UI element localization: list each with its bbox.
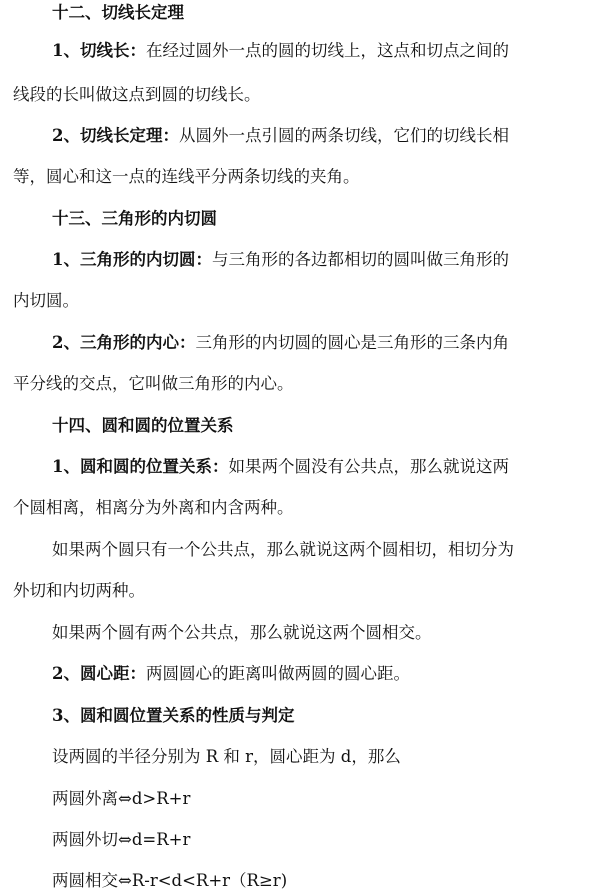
paragraph-tangent-circles-cont: 外切和内切两种。 <box>13 581 145 600</box>
definition-text: 与三角形的各边都相切的圆叫做三角形的 <box>211 250 509 269</box>
term-colon: ： <box>162 126 179 145</box>
term-colon: ： <box>195 250 212 269</box>
term-label: 圆和圆位置关系的性质与判定 <box>79 706 295 725</box>
item-number: 1、 <box>52 457 80 476</box>
paragraph-tangent-circles: 如果两个圆只有一个公共点，那么就说这两个圆相切，相切分为 <box>52 540 514 559</box>
definition-text: 在经过圆外一点的圆的切线上，这点和切点之间的 <box>145 41 509 60</box>
term-colon: ： <box>178 333 196 352</box>
term-label: 切线长定理 <box>79 126 163 145</box>
definition-incircle-cont: 内切圆。 <box>13 291 79 310</box>
relation-external-tangent: 两圆外切⇔d=R+r <box>52 830 191 849</box>
term-label: 三角形的内切圆 <box>79 250 196 269</box>
section-heading-12: 十二、切线长定理 <box>52 3 184 22</box>
definition-text: 从圆外一点引圆的两条切线，它们的切线长相 <box>178 126 509 145</box>
definition-incenter <box>52 332 509 354</box>
relation-external-separate: 两圆外离⇔d>R+r <box>52 789 191 808</box>
section-heading-13: 十三、三角形的内切圆 <box>52 209 217 228</box>
item-number: 1、 <box>52 250 80 269</box>
item-number: 2、 <box>52 333 80 352</box>
theorem-tangent-length <box>52 125 509 147</box>
term-label: 圆和圆的位置关系 <box>79 457 212 476</box>
term-label: 切线长 <box>79 41 130 60</box>
relation-intersecting: 两圆相交⇔R-r<d<R+r（R≥r) <box>52 871 288 890</box>
definition-incircle <box>52 249 509 271</box>
term-colon: ： <box>211 457 229 476</box>
definition-circle-positions <box>52 456 509 478</box>
definition-tangent-length <box>52 40 509 62</box>
definition-text: 如果两个圆没有公共点，那么就说这两 <box>228 457 509 476</box>
paragraph-intersecting-circles: 如果两个圆有两个公共点，那么就说这两个圆相交。 <box>52 623 432 642</box>
definition-text: 三角形的内切圆的圆心是三角形的三条内角 <box>195 333 509 352</box>
term-label: 三角形的内心 <box>79 333 179 352</box>
theorem-tangent-length-cont: 等，圆心和这一点的连线平分两条切线的夹角。 <box>13 167 360 186</box>
section-heading-14: 十四、圆和圆的位置关系 <box>52 416 234 435</box>
item-number: 1、 <box>52 41 80 60</box>
definition-center-distance <box>52 663 410 685</box>
subheading-properties <box>52 705 294 727</box>
term-colon: ： <box>129 41 146 60</box>
definition-text: 两圆圆心的距离叫做两圆的圆心距。 <box>145 664 410 683</box>
item-number: 2、 <box>52 126 80 145</box>
definition-circle-positions-cont: 个圆相离，相离分为外离和内含两种。 <box>13 498 294 517</box>
item-number: 3、 <box>52 706 80 725</box>
item-number: 2、 <box>52 664 80 683</box>
setup-statement: 设两圆的半径分别为 R 和 r，圆心距为 d，那么 <box>52 747 401 766</box>
definition-tangent-length-cont: 线段的长叫做这点到圆的切线长。 <box>13 85 261 104</box>
term-label: 圆心距 <box>79 664 130 683</box>
definition-incenter-cont: 平分线的交点，它叫做三角形的内心。 <box>13 374 294 393</box>
term-colon: ： <box>129 664 146 683</box>
